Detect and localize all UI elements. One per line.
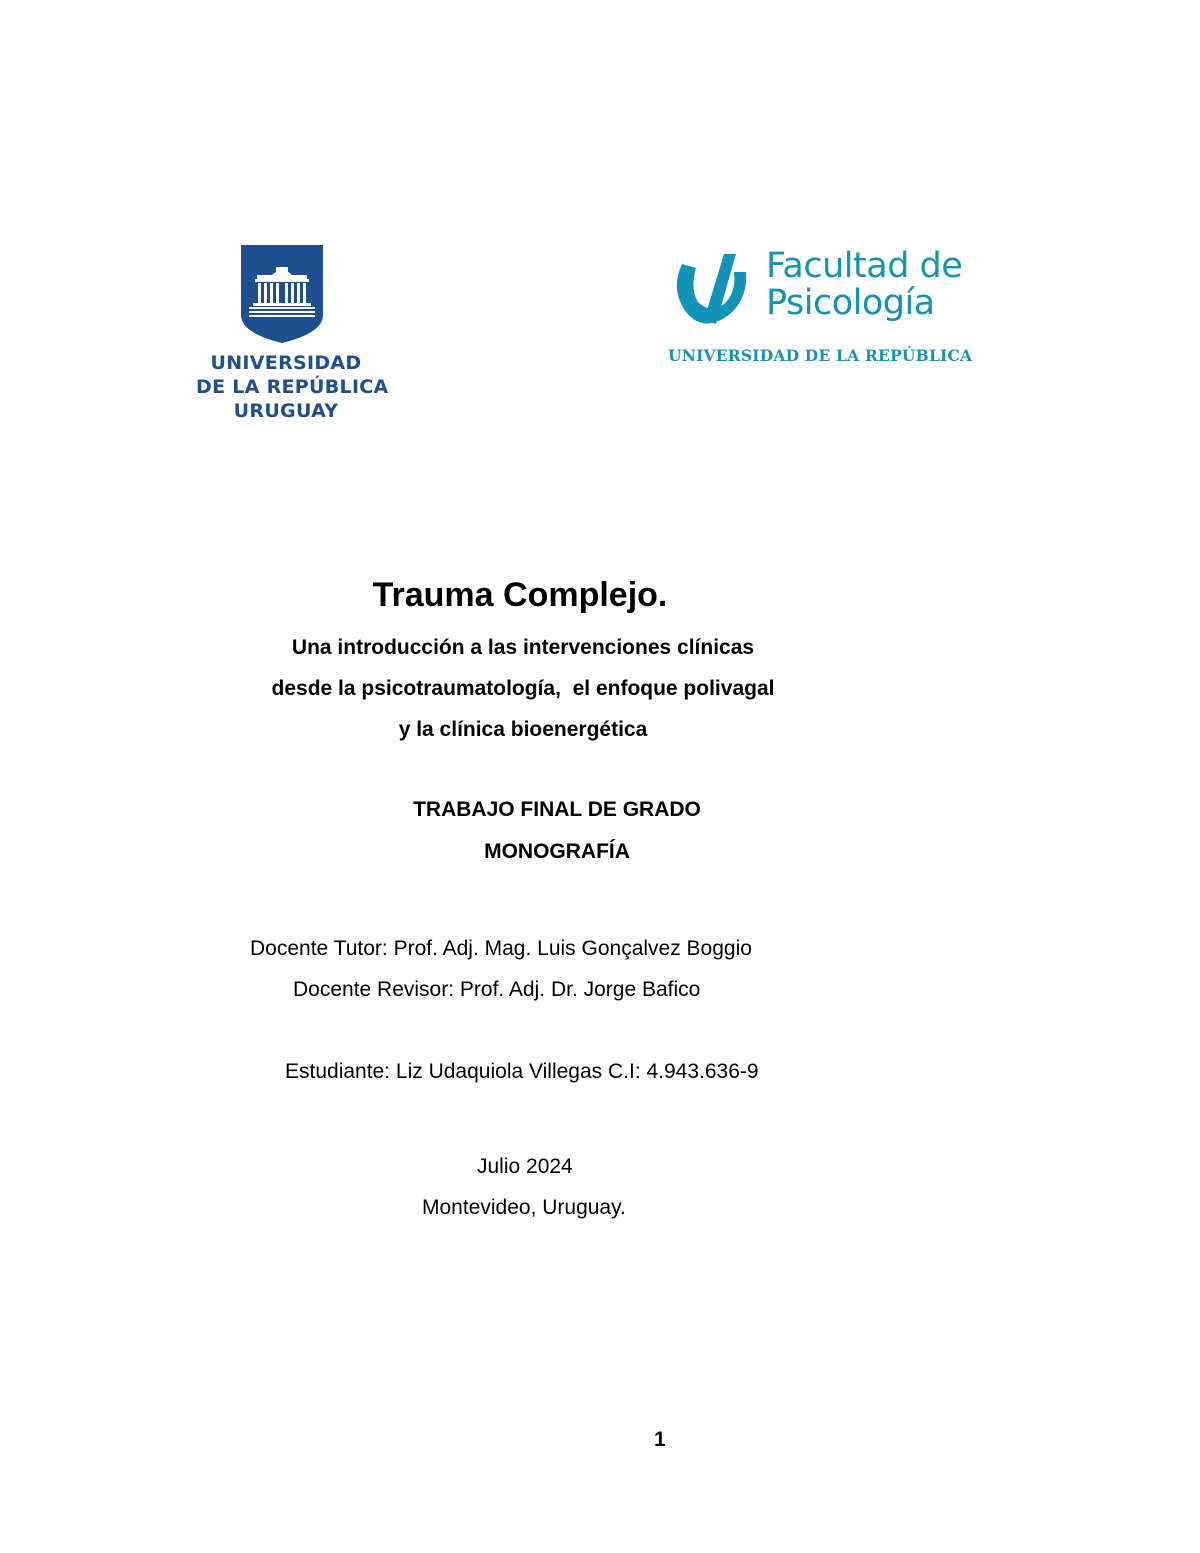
work-type: TRABAJO FINAL DE GRADO bbox=[413, 798, 701, 821]
faculty-university-name: UNIVERSIDAD DE LA REPÚBLICA bbox=[668, 346, 973, 365]
udelar-logo-line-3: URUGUAY bbox=[233, 400, 339, 422]
tutor-line: Docente Tutor: Prof. Adj. Mag. Luis Gonçalvez Boggio bbox=[250, 937, 752, 960]
faculty-name-line-2: Psicología bbox=[766, 283, 935, 323]
university-building-icon bbox=[241, 245, 323, 343]
subtitle-line-2: desde la psicotraumatología, el enfoque polivagal bbox=[271, 677, 775, 700]
place-line: Montevideo, Uruguay. bbox=[422, 1196, 626, 1219]
student-line: Estudiante: Liz Udaquiola Villegas C.I: 4.943.636-9 bbox=[285, 1060, 759, 1083]
subtitle-line-3: y la clínica bioenergética bbox=[398, 718, 648, 741]
psi-symbol-icon bbox=[668, 250, 752, 328]
document-title: Trauma Complejo. bbox=[372, 576, 668, 614]
udelar-logo-line-2: DE LA REPÚBLICA bbox=[196, 376, 389, 398]
faculty-name bbox=[766, 248, 981, 322]
faculty-name-line-1: Facultad de bbox=[766, 246, 963, 286]
revisor-line: Docente Revisor: Prof. Adj. Dr. Jorge Bafico bbox=[293, 978, 701, 1001]
udelar-logo-line-1: UNIVERSIDAD bbox=[210, 352, 362, 374]
page-number: 1 bbox=[654, 1428, 666, 1451]
work-format: MONOGRAFÍA bbox=[484, 840, 630, 863]
facultad-de-psicologia-logo bbox=[668, 248, 978, 373]
subtitle-line-1: Una introducción a las intervenciones clínicas bbox=[291, 636, 755, 659]
date-line: Julio 2024 bbox=[477, 1155, 573, 1178]
udelar-logo-text bbox=[196, 351, 389, 423]
universidad-de-la-republica-logo bbox=[196, 245, 389, 425]
